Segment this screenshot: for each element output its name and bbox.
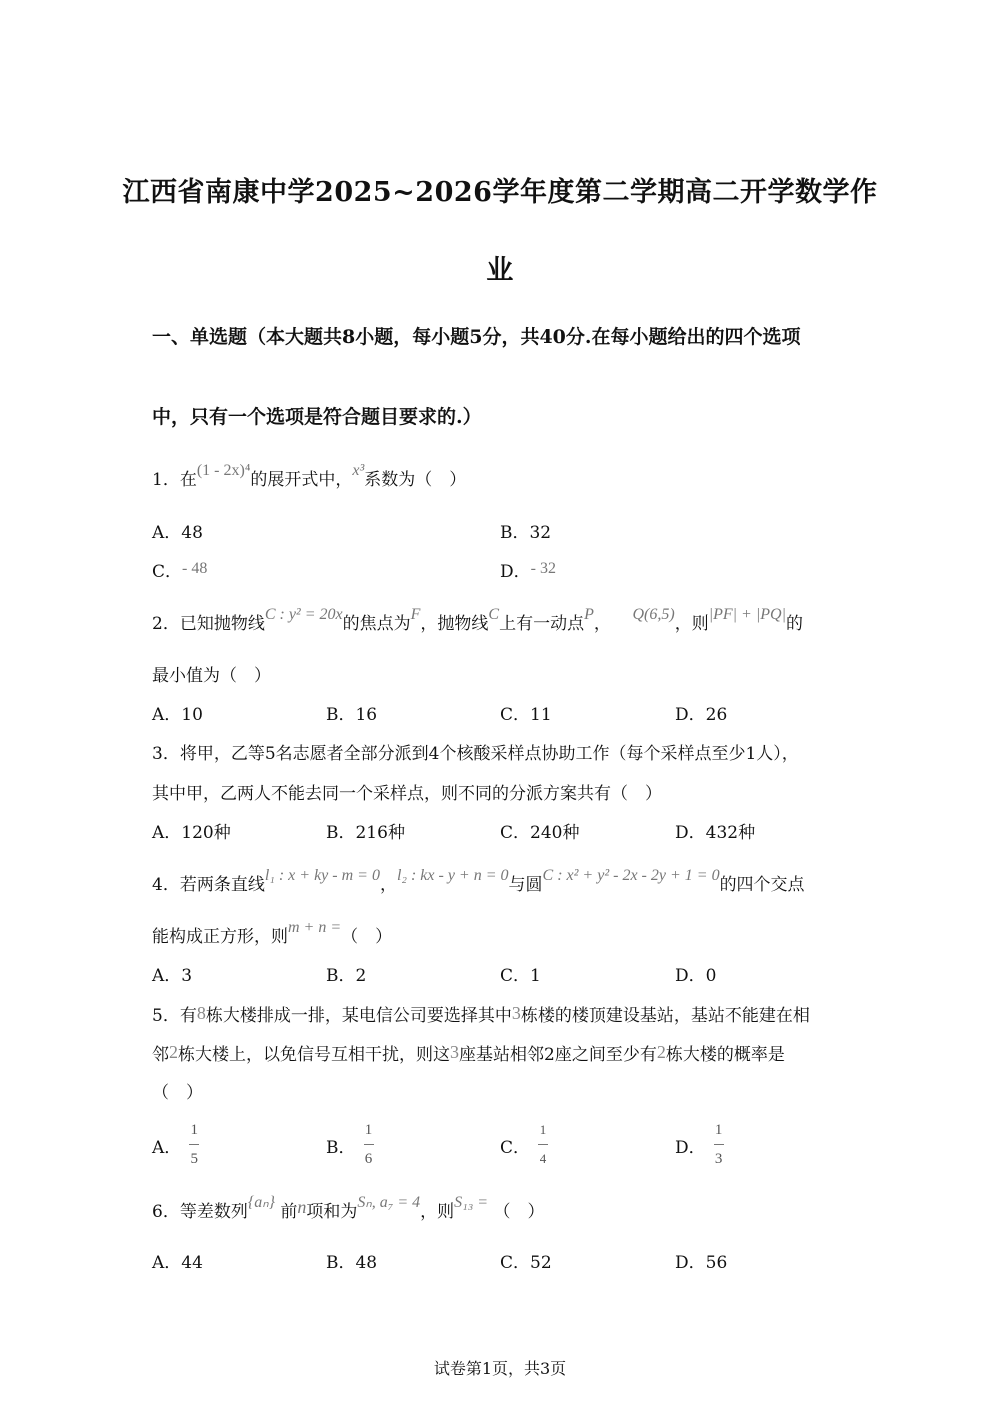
q5-option-d-fraction <box>714 1118 724 1171</box>
q4-sum: m + n = <box>288 919 342 936</box>
q5-option-c <box>500 1122 548 1175</box>
question-2 <box>152 606 803 637</box>
q5-num: 2 <box>656 1042 666 1062</box>
q6-option-a: A．44 <box>152 1253 203 1273</box>
fraction-bar <box>364 1144 374 1145</box>
q4-text: 的四个交点 <box>719 875 805 895</box>
q5-text: 栋楼的楼顶建设基站，基站不能建在相 <box>520 1006 810 1026</box>
q4-option-d: D．0 <box>675 966 717 986</box>
q5-num: 3 <box>511 1003 521 1023</box>
page-footer: 试卷第1页，共3页 <box>433 1359 567 1378</box>
q4-option-b: B．2 <box>326 966 367 986</box>
q5-option-d-label: D． <box>675 1138 706 1158</box>
q6-option-d: D．56 <box>675 1253 728 1273</box>
q1-expression: (1 - 2x)⁴ <box>196 462 251 479</box>
q4-text: 4．若两条直线 <box>152 875 265 895</box>
q1-text: 1．在 <box>152 470 197 490</box>
q1-text: 的展开式中， <box>250 470 353 490</box>
question-5 <box>152 1003 810 1028</box>
q4-option-c: C．1 <box>500 966 541 986</box>
question-4-line-2 <box>152 919 393 950</box>
q4-text: 与圆 <box>508 875 543 895</box>
q2-text: ，则 <box>674 614 709 634</box>
q2-option-b: B．16 <box>326 705 378 725</box>
q5-text: 栋大楼的概率是 <box>665 1045 785 1065</box>
q5-option-c-label: C． <box>500 1138 531 1158</box>
q4-text: ， <box>379 875 397 895</box>
q2-option-c: C．11 <box>500 705 552 725</box>
q3-option-c: C．240种 <box>500 823 580 843</box>
q1-term: x³ <box>352 462 365 479</box>
q5-option-a-label: A． <box>152 1138 182 1158</box>
q5-option-a <box>152 1122 199 1175</box>
q1-option-c <box>152 560 207 585</box>
section-heading-continued: 中，只有一个选项是符合题目要求的.） <box>152 406 482 428</box>
q5-text: 5．有 <box>152 1006 197 1026</box>
q5-option-b <box>326 1122 374 1175</box>
page-title: 江西省南康中学2025~2026学年度第二学期高二开学数学作 <box>122 177 878 208</box>
q5-option-a-fraction <box>189 1118 199 1171</box>
q2-point-p: P <box>584 606 594 623</box>
q5-option-b-fraction <box>364 1118 374 1171</box>
q6-text: （ ） <box>493 1202 545 1222</box>
question-5-line-3: （ ） <box>152 1083 203 1103</box>
q4-text: （ ） <box>341 927 393 947</box>
fraction-denominator: 4 <box>539 1151 547 1166</box>
page-title-continued: 业 <box>486 255 514 286</box>
q5-text: 栋大楼上，以免信号互相干扰，则这 <box>178 1045 450 1065</box>
q5-text: 座基站相邻2座之间至少有 <box>459 1045 657 1065</box>
q1-option-c-label: C． <box>152 562 183 582</box>
q6-condition: Sₙ, a₇ = 4 <box>357 1194 421 1211</box>
q6-option-b: B．48 <box>326 1253 378 1273</box>
q3-option-a: A．120种 <box>152 823 231 843</box>
q6-option-c: C．52 <box>500 1253 552 1273</box>
q6-text: 项和为 <box>306 1202 358 1222</box>
q2-text: 的焦点为 <box>342 614 411 634</box>
q6-text: ，则 <box>420 1202 455 1222</box>
fraction-numerator: 1 <box>190 1122 199 1138</box>
fraction-denominator: 3 <box>714 1151 723 1167</box>
q1-option-d-label: D． <box>500 562 531 582</box>
q5-option-d <box>675 1122 724 1175</box>
q2-option-a: A．10 <box>152 705 203 725</box>
q2-point-q: Q(6,5) <box>632 606 675 623</box>
fraction-bar <box>714 1144 724 1145</box>
q1-option-b: B．32 <box>500 523 552 543</box>
question-5-line-2 <box>152 1042 785 1067</box>
q2-text: ，抛物线 <box>420 614 489 634</box>
q2-parabola: C : y² = 20x <box>264 606 343 623</box>
question-6 <box>152 1194 545 1225</box>
q1-option-a: A．48 <box>152 523 203 543</box>
fraction-denominator: 5 <box>190 1151 199 1167</box>
question-3-line-2: 其中甲，乙两人不能去同一个采样点，则不同的分派方案共有（ ） <box>152 784 662 804</box>
q2-text: ， <box>593 614 611 634</box>
q4-option-a: A．3 <box>152 966 193 986</box>
q2-text: 2．已知抛物线 <box>152 614 265 634</box>
q2-text: 上有一动点 <box>499 614 585 634</box>
q4-line-1: l₁ : x + ky - m = 0 <box>264 867 380 884</box>
q6-target: S₁₃ = <box>454 1194 489 1211</box>
q1-text: 系数为（ ） <box>364 470 467 490</box>
q6-text: 前 <box>280 1202 298 1222</box>
question-1 <box>152 462 467 493</box>
q5-num: 3 <box>450 1042 459 1062</box>
q6-n: n <box>297 1197 307 1217</box>
question-2-line-2: 最小值为（ ） <box>152 666 271 686</box>
fraction-bar <box>189 1144 199 1145</box>
q6-text: 6．等差数列 <box>152 1202 248 1222</box>
q4-circle: C : x² + y² - 2x - 2y + 1 = 0 <box>542 867 720 884</box>
section-heading: 一、单选题（本大题共8小题，每小题5分，共40分.在每小题给出的四个选项 <box>152 326 801 348</box>
fraction-numerator: 1 <box>364 1122 373 1138</box>
q3-option-d: D．432种 <box>675 823 756 843</box>
fraction-numerator: 1 <box>539 1122 547 1137</box>
q3-option-b: B．216种 <box>326 823 405 843</box>
question-3: 3．将甲，乙等5名志愿者全部分派到4个核酸采样点协助工作（每个采样点至少1人）， <box>152 744 799 764</box>
q5-text: 栋大楼排成一排，某电信公司要选择其中 <box>205 1006 512 1026</box>
q1-option-d <box>500 560 556 585</box>
q6-sequence: {aₙ} <box>247 1194 275 1211</box>
q5-option-c-fraction <box>538 1118 548 1171</box>
fraction-denominator: 6 <box>364 1151 373 1167</box>
q1-option-c-value: - 48 <box>182 560 208 577</box>
q4-text: 能构成正方形，则 <box>152 927 288 947</box>
question-4 <box>152 867 805 898</box>
q4-line-2: l₂ : kx - y + n = 0 <box>396 867 509 884</box>
q1-option-d-value: - 32 <box>530 560 556 577</box>
q2-curve: C <box>488 606 500 623</box>
fraction-bar <box>538 1144 548 1145</box>
q5-text: 邻 <box>152 1045 169 1065</box>
q2-text: 的 <box>785 614 803 634</box>
fraction-numerator: 1 <box>714 1122 723 1138</box>
q2-distance-sum: |PF| + |PQ| <box>708 606 786 623</box>
q2-focus: F <box>410 606 421 623</box>
q5-num: 8 <box>196 1003 206 1023</box>
q5-num: 2 <box>169 1042 178 1062</box>
q2-option-d: D．26 <box>675 705 728 725</box>
q5-option-b-label: B． <box>326 1138 356 1158</box>
